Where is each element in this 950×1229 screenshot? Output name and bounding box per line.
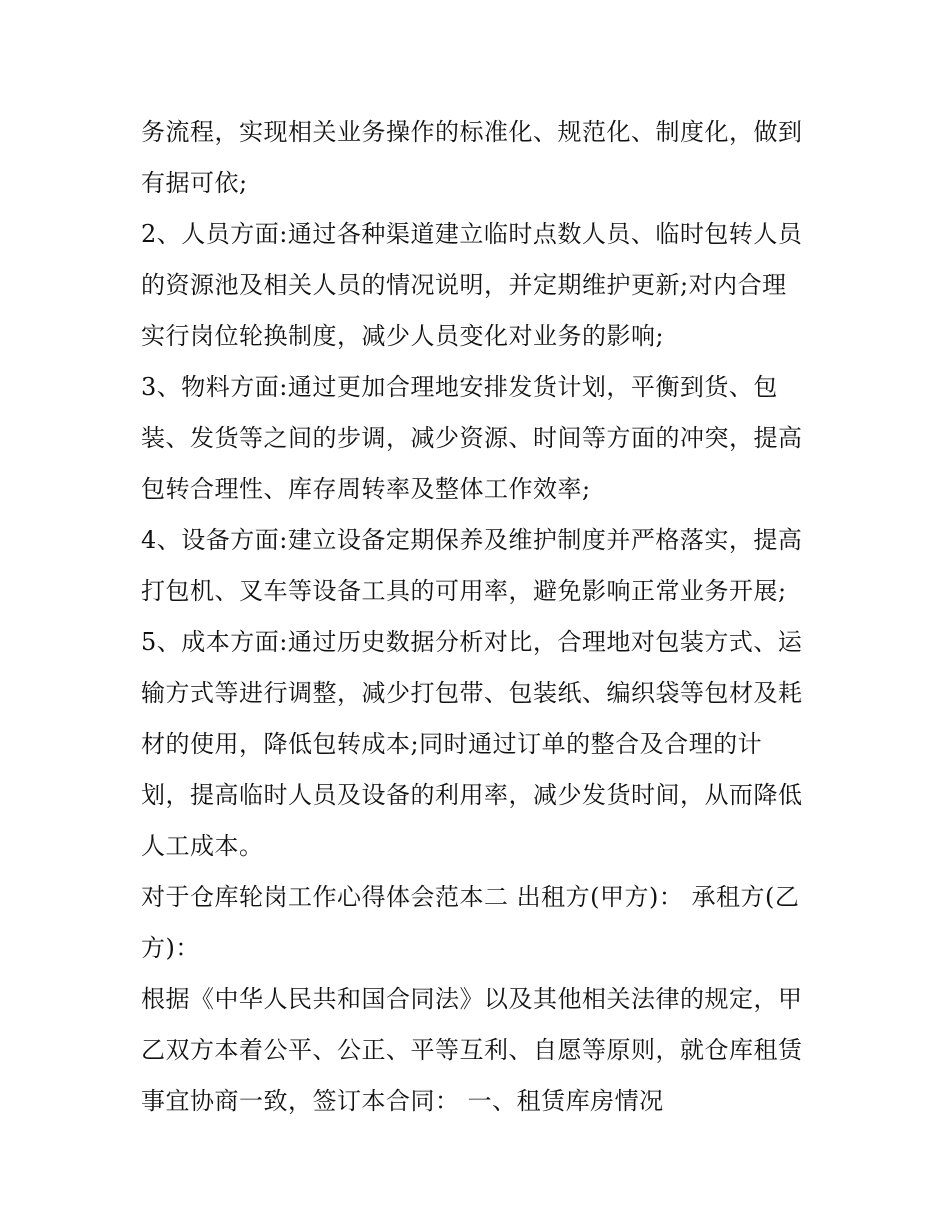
text-line: 乙双方本着公平、公正、平等互利、自愿等原则，就仓库租赁 <box>141 1036 803 1064</box>
text-line: 有据可依; <box>141 169 248 197</box>
text-line: 输方式等进行调整，减少打包带、包装纸、编织袋等包材及耗 <box>141 679 803 707</box>
text-line: 包转合理性、库存周转率及整体工作效率; <box>141 475 591 503</box>
text-line: 4、设备方面:建立设备定期保养及维护制度并严格落实，提高 <box>141 526 803 554</box>
text-line: 方)： <box>141 934 200 962</box>
text-line: 3、物料方面:通过更加合理地安排发货计划，平衡到货、包 <box>141 373 778 401</box>
text-line: 人工成本。 <box>141 832 264 860</box>
document-body <box>141 107 821 1127</box>
text-line: 5、成本方面:通过历史数据分析对比，合理地对包装方式、运 <box>141 628 803 656</box>
text-line: 对于仓库轮岗工作心得体会范本二 出租方(甲方)： 承租方(乙 <box>141 883 800 911</box>
text-line: 事宜协商一致，签订本合同： 一、租赁库房情况 <box>141 1087 664 1115</box>
text-line: 装、发货等之间的步调，减少资源、时间等方面的冲突，提高 <box>141 424 803 452</box>
text-line: 材的使用，降低包转成本;同时通过订单的整合及合理的计 <box>141 730 763 758</box>
text-line: 的资源池及相关人员的情况说明，并定期维护更新;对内合理 <box>141 271 787 299</box>
text-line: 打包机、叉车等设备工具的可用率，避免影响正常业务开展; <box>141 577 787 605</box>
text-line: 务流程，实现相关业务操作的标准化、规范化、制度化，做到 <box>141 118 803 146</box>
text-line: 2、人员方面:通过各种渠道建立临时点数人员、临时包转人员 <box>141 220 803 248</box>
text-line: 划，提高临时人员及设备的利用率，减少发货时间，从而降低 <box>141 781 803 809</box>
text-line: 根据《中华人民共和国合同法》以及其他相关法律的规定，甲 <box>141 985 803 1013</box>
text-line: 实行岗位轮换制度，减少人员变化对业务的影响; <box>141 322 665 350</box>
